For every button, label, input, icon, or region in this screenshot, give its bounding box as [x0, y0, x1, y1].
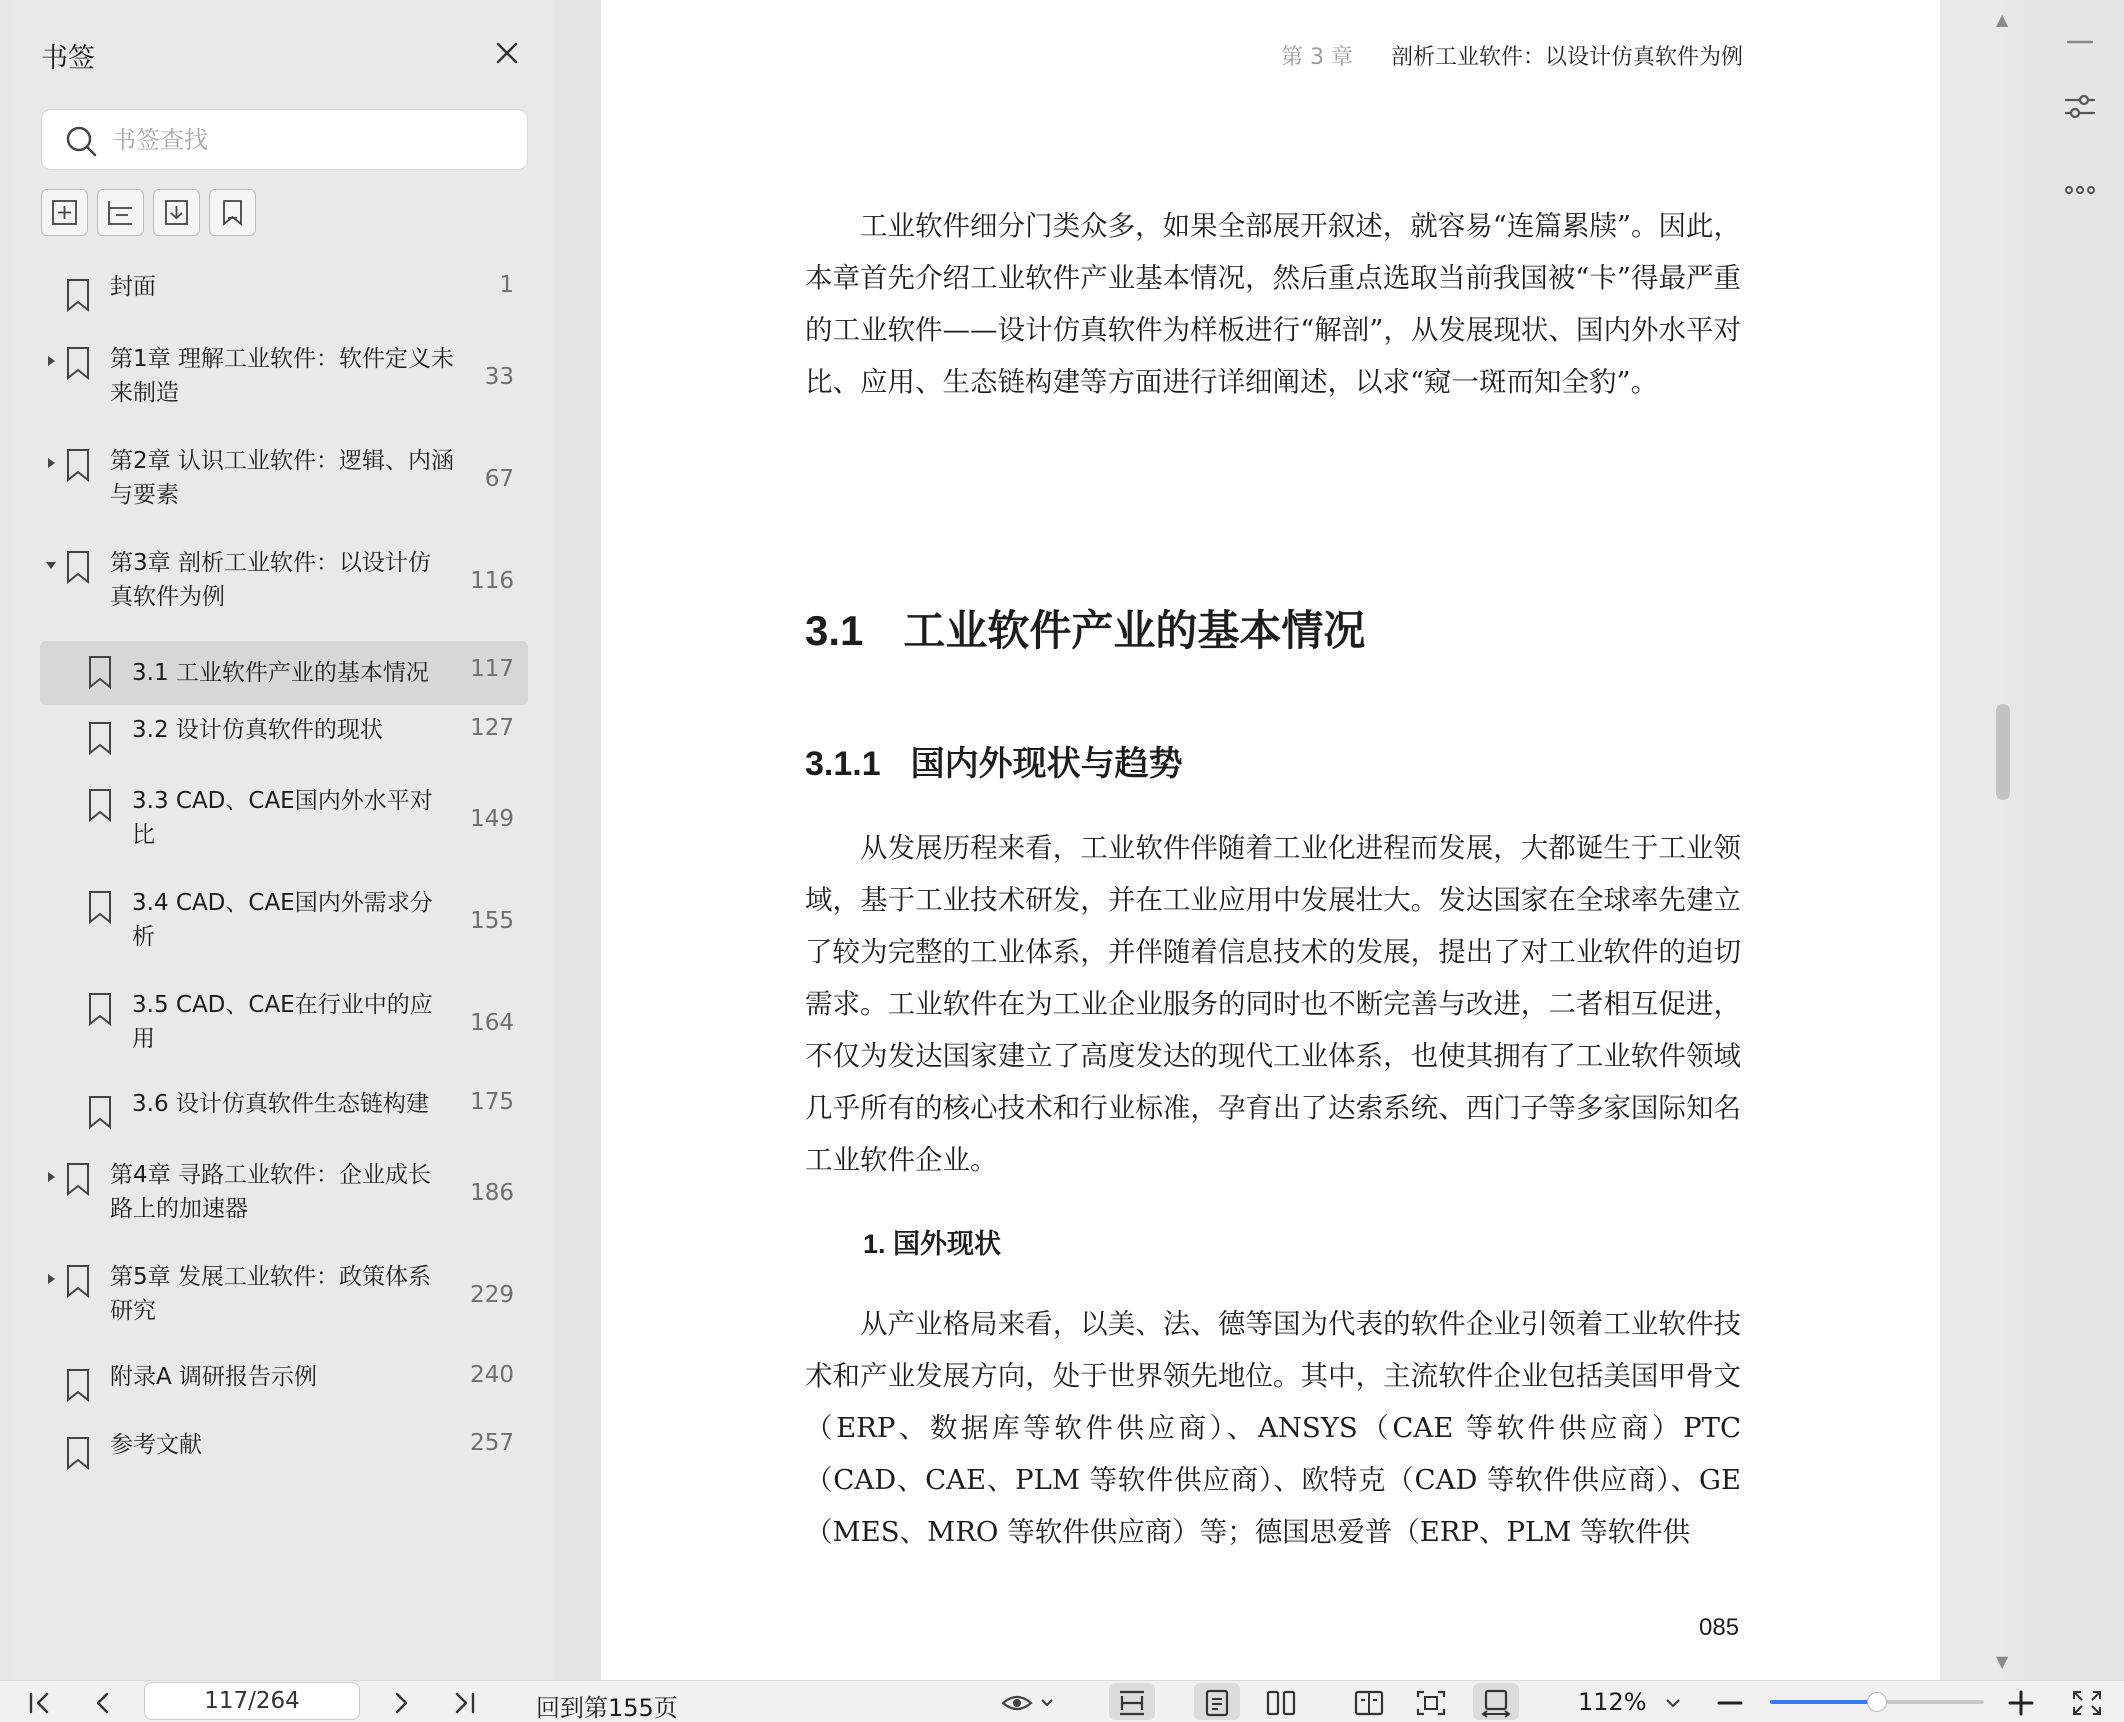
- bookmark-page-number: 117: [470, 656, 514, 682]
- body-paragraph-2: [805, 1298, 1741, 1558]
- bookmark-item[interactable]: [40, 1160, 528, 1238]
- close-icon[interactable]: [490, 36, 524, 70]
- bookmark-page-number: 155: [470, 908, 514, 934]
- add-child-bookmark-icon: [106, 198, 135, 227]
- bookmark-page-number: 149: [470, 806, 514, 832]
- next-page-icon[interactable]: [384, 1688, 418, 1718]
- bookmark-label: [110, 270, 156, 304]
- bookmark-label-line: 来制造: [110, 380, 179, 406]
- bookmark-flag-icon: [64, 1436, 92, 1470]
- zoom-in-icon[interactable]: [2004, 1688, 2038, 1718]
- bookmark-page-number: 67: [484, 466, 514, 492]
- running-head: [1281, 40, 1743, 71]
- bookmark-item[interactable]: [40, 1362, 528, 1412]
- bookmark-label: [132, 988, 433, 1056]
- bookmark-label: [110, 546, 431, 614]
- two-page-icon[interactable]: [1264, 1688, 1298, 1718]
- bookmark-label-line: 与要素: [110, 482, 179, 508]
- bookmark-flag-icon: [64, 550, 92, 584]
- add-bookmark-button[interactable]: [41, 189, 88, 236]
- bookmark-label-line: 参考文献: [110, 1432, 202, 1458]
- add-child-bookmark-button[interactable]: [97, 189, 144, 236]
- bookmark-item[interactable]: [40, 1089, 528, 1139]
- intro-text: 工业软件细分门类众多，如果全部展开叙述，就容易“连篇累牍”。因此，本章首先介绍工业软件产业基本情况，然后重点选取当前我国被“卡”得最严重的工业软件——设计仿真软件为样板进行“解剖”，从发展现状、国内外水平对比、应用、生态链构建等方面进行详细阐述，以求“窥一斑而知全豹”。: [805, 210, 1741, 398]
- fullscreen-icon[interactable]: [2070, 1688, 2104, 1718]
- bookmark-item[interactable]: [40, 715, 528, 765]
- minimize-icon[interactable]: [2060, 22, 2100, 62]
- continuous-scroll-icon[interactable]: [1479, 1688, 1513, 1718]
- bookmark-page-number: 1: [499, 272, 514, 298]
- bookmark-item[interactable]: [40, 641, 528, 705]
- zoom-level[interactable]: 112%: [1578, 1688, 1647, 1716]
- bookmark-label-line: 用: [132, 1026, 155, 1052]
- section-title: 工业软件产业的基本情况: [903, 607, 1366, 654]
- bookmark-page-number: 240: [470, 1362, 514, 1388]
- bookmark-flag-icon: [64, 1264, 92, 1298]
- bookmark-label-line: 第1章 理解工业软件：软件定义未: [110, 346, 454, 372]
- bookmark-label-line: 比: [132, 822, 155, 848]
- expand-all-button[interactable]: [153, 189, 200, 236]
- bookmark-label: [132, 784, 433, 852]
- read-mode-eye-icon[interactable]: [1000, 1688, 1058, 1718]
- add-bookmark-icon: [50, 198, 79, 227]
- zoom-dropdown-chevron-icon[interactable]: [1660, 1688, 1686, 1718]
- sidebar-title: 书签: [41, 43, 95, 74]
- bookmark-flag-icon: [86, 788, 114, 822]
- fit-page-icon[interactable]: [1414, 1688, 1448, 1718]
- bookmark-label: [132, 886, 433, 954]
- bookmark-label-line: 3.4 CAD、CAE国内外需求分: [132, 890, 433, 916]
- scroll-down-arrow-icon[interactable]: ▼: [1996, 1652, 2009, 1671]
- bookmark-label: [110, 1428, 202, 1462]
- bookmark-flag-icon: [86, 655, 114, 689]
- bookmark-label-line: 真软件为例: [110, 584, 225, 610]
- paragraph-text: 从发展历程来看，工业软件伴随着工业化进程而发展，大都诞生于工业领域，基于工业技术研发，并在工业应用中发展壮大。发达国家在全球率先建立了较为完整的工业体系，并伴随着信息技术的发展，提出了对工业软件的迫切需求。工业软件在为工业企业服务的同时也不断完善与改进，二者相互促进，不仅为发达国家建立了高度发达的现代工业体系，也使其拥有了工业软件领域几乎所有的核心技术和行业标准，孕育出了达索系统、西门子等多家国际知名工业软件企业。: [805, 832, 1741, 1176]
- bookmark-label-line: 3.6 设计仿真软件生态链构建: [132, 1091, 429, 1117]
- section-number: 3.1: [805, 607, 864, 654]
- bookmark-label: [110, 1360, 317, 1394]
- page-number: 085: [1699, 1614, 1740, 1641]
- bookmark-flag-icon: [86, 890, 114, 924]
- right-tool-rail: [2022, 0, 2124, 1680]
- fit-width-icon[interactable]: [1115, 1688, 1149, 1718]
- bookmark-label: [110, 342, 454, 410]
- page-number-field[interactable]: 117/264: [144, 1682, 360, 1720]
- bookmark-label-line: 析: [132, 924, 155, 950]
- bookmark-label-line: 路上的加速器: [110, 1196, 248, 1222]
- bookmark-page-number: 116: [470, 568, 514, 594]
- bookmark-sidebar: [14, 0, 554, 1680]
- bookmark-search-input[interactable]: [112, 120, 512, 160]
- bookmark-label-line: 第3章 剖析工业软件：以设计仿: [110, 550, 431, 576]
- vertical-scrollbar[interactable]: [1940, 0, 2004, 1680]
- bookmark-label-line: 第4章 寻路工业软件：企业成长: [110, 1162, 431, 1188]
- bookmark-label: [110, 444, 454, 512]
- bookmark-flag-icon: [64, 346, 92, 380]
- bookmark-page-number: 186: [470, 1180, 514, 1206]
- bookmark-label-line: 附录A 调研报告示例: [110, 1364, 318, 1390]
- expand-all-icon: [162, 198, 191, 227]
- bookmark-flag-icon: [64, 1162, 92, 1196]
- bookmark-flag-icon: [86, 992, 114, 1026]
- bookmark-icon: [218, 198, 247, 227]
- last-page-icon[interactable]: [448, 1688, 482, 1718]
- bookmark-page-number: 164: [470, 1010, 514, 1036]
- bookmark-item[interactable]: [40, 548, 528, 626]
- section-heading-3-1: [805, 598, 1365, 658]
- bookmark-label: [110, 1158, 431, 1226]
- intro-paragraph: [805, 200, 1741, 408]
- bookmark-label-line: 第2章 认识工业软件：逻辑、内涵: [110, 448, 454, 474]
- zoom-out-icon[interactable]: [1713, 1688, 1747, 1718]
- bookmark-label-line: 封面: [110, 274, 156, 300]
- scrollbar-thumb[interactable]: [1996, 704, 2010, 800]
- list-heading-foreign-status: 1. 国外现状: [863, 1229, 1002, 1259]
- document-page: [601, 0, 1940, 1680]
- bookmark-label: [132, 1087, 429, 1121]
- bookmark-item[interactable]: [40, 888, 528, 966]
- scroll-up-arrow-icon[interactable]: ▲: [1996, 10, 2009, 29]
- running-head-chapter: 第 3 章: [1281, 45, 1353, 70]
- bookmark-item[interactable]: [40, 446, 528, 524]
- bookmark-label-line: 第5章 发展工业软件：政策体系: [110, 1264, 431, 1290]
- bookmark-label: [132, 656, 429, 690]
- bookmark-page-number: 229: [470, 1282, 514, 1308]
- bookmark-label-line: 3.2 设计仿真软件的现状: [132, 717, 383, 743]
- bookmark-page-number: 33: [484, 364, 514, 390]
- body-paragraph-1: [805, 822, 1741, 1186]
- previous-page-icon[interactable]: [86, 1688, 120, 1718]
- bookmark-item[interactable]: [40, 272, 528, 322]
- bookmark-item[interactable]: [40, 1262, 528, 1340]
- more-options-icon[interactable]: [2060, 170, 2100, 210]
- bookmark-flag-icon: [86, 721, 114, 755]
- bookmark-label: [132, 713, 383, 747]
- bookmark-page-number: 127: [470, 715, 514, 741]
- bookmark-label-line: 3.5 CAD、CAE在行业中的应: [132, 992, 433, 1018]
- bookmark-item[interactable]: [40, 1430, 528, 1480]
- bookmark-item[interactable]: [40, 344, 528, 422]
- zoom-slider-knob[interactable]: [1867, 1692, 1887, 1712]
- settings-sliders-icon[interactable]: [2060, 86, 2100, 126]
- bookmark-page-number: 175: [470, 1089, 514, 1115]
- collapsed-arrow-icon[interactable]: [44, 456, 58, 470]
- collapsed-arrow-icon[interactable]: [44, 354, 58, 368]
- bookmark-label: [110, 1260, 431, 1328]
- bookmark-flag-icon: [64, 448, 92, 482]
- subsection-heading-3-1-1: [805, 736, 1183, 785]
- bookmark-item[interactable]: [40, 990, 528, 1068]
- collapsed-arrow-icon[interactable]: [44, 1272, 58, 1286]
- bookmark-flag-icon: [64, 278, 92, 312]
- subsection-number: 3.1.1: [805, 745, 881, 783]
- expanded-arrow-icon[interactable]: [44, 558, 58, 572]
- bookmark-item[interactable]: [40, 786, 528, 864]
- paragraph-text: 从产业格局来看，以美、法、德等国为代表的软件企业引领着工业软件技术和产业发展方向，处于世界领先地位。其中，主流软件企业包括美国甲骨文（ERP、数据库等软件供应商）、ANSYS（CAE 等软件供应商）PTC（CAD、CAE、PLM 等软件供应商）、欧特克（CAD 等软件供应商）、GE（MES、MRO 等软件供应商）等；德国思爱普（ERP、PLM 等软件供: [805, 1308, 1741, 1548]
- bookmark-flag-icon: [86, 1095, 114, 1129]
- bookmark-label-line: 3.1 工业软件产业的基本情况: [132, 660, 429, 686]
- back-to-page-link[interactable]: 回到第155页: [536, 1694, 678, 1722]
- running-head-title: 剖析工业软件：以设计仿真软件为例: [1390, 45, 1743, 70]
- bookmark-search-box[interactable]: [41, 109, 528, 170]
- zoom-slider-fill: [1770, 1700, 1877, 1704]
- search-icon: [64, 124, 98, 158]
- bookmark-flag-button[interactable]: [209, 189, 256, 236]
- collapsed-arrow-icon[interactable]: [44, 1170, 58, 1184]
- bookmark-label-line: 研究: [110, 1298, 156, 1324]
- first-page-icon[interactable]: [22, 1688, 56, 1718]
- book-view-icon[interactable]: [1352, 1688, 1386, 1718]
- bookmark-flag-icon: [64, 1368, 92, 1402]
- subsection-title: 国内外现状与趋势: [910, 745, 1183, 783]
- single-page-icon[interactable]: [1200, 1688, 1234, 1718]
- bookmark-page-number: 257: [470, 1430, 514, 1456]
- bookmark-label-line: 3.3 CAD、CAE国内外水平对: [132, 788, 433, 814]
- sidebar-gutter: [554, 0, 601, 1680]
